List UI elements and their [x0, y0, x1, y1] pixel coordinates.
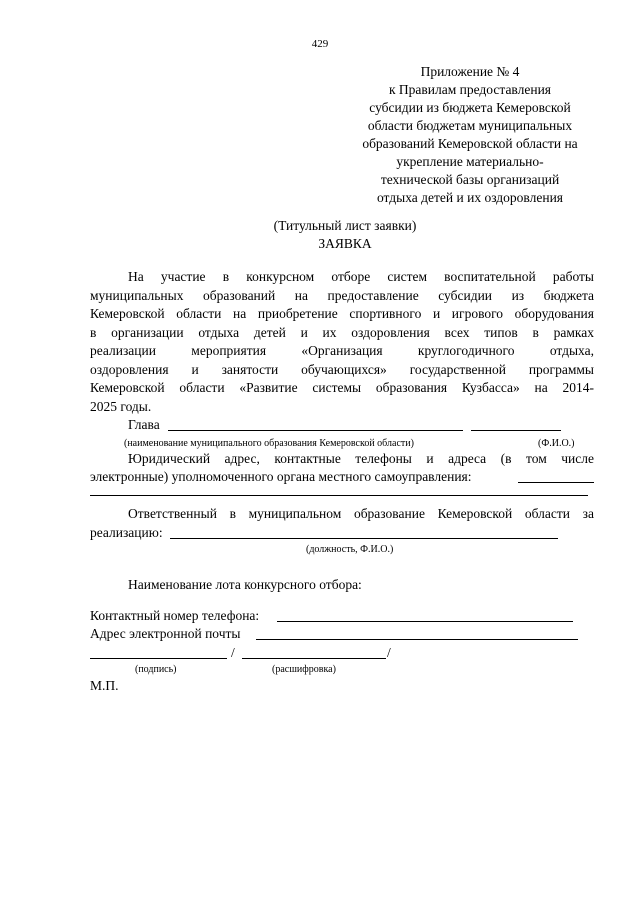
responsible-row [90, 524, 594, 543]
intro-line: оздоровления и занятости обучающихся» государственной программы [90, 361, 594, 377]
appendix-line: Приложение № 4 [420, 64, 520, 79]
stamp-label: М.П. [90, 678, 119, 693]
cover-note: (Титульный лист заявки) [273, 218, 417, 233]
lot-row [90, 576, 594, 595]
signature-row [90, 644, 594, 663]
appendix-line: образований Кемеровской области на [362, 136, 578, 151]
decoding-caption: (расшифровка) [272, 664, 336, 675]
signature-slash: / [231, 644, 235, 660]
appendix-header [340, 63, 600, 207]
intro-line: реализации мероприятия «Организация круглогодичного отдыха, [90, 343, 594, 358]
application-body [90, 268, 594, 696]
municipality-name-caption: (наименование муниципального образования Кемеровской области) [124, 437, 414, 449]
municipality-name-field[interactable] [168, 430, 463, 431]
lot-name-label: Наименование лота конкурсного отбора: [128, 577, 362, 592]
head-fio-field[interactable] [471, 430, 561, 431]
intro-line: Кемеровской области «Развитие системы образования Кузбасса» на 2014- [90, 380, 594, 395]
address-row-2 [90, 487, 594, 506]
responsible-label: реализацию: [90, 524, 163, 540]
head-caption-row [90, 435, 594, 450]
signature-decoding-field[interactable] [242, 658, 386, 659]
appendix-line: укрепление материально- [396, 154, 544, 169]
email-field[interactable] [256, 639, 578, 640]
appendix-line: к Правилам предоставления [388, 82, 552, 97]
intro-line: в организации отдыха детей и их оздоровления всех типов в рамках [90, 324, 594, 340]
document-title: ЗАЯВКА [318, 236, 372, 251]
head-row [90, 416, 594, 435]
intro-line: 2025 годы. [90, 398, 152, 414]
signature-field[interactable] [90, 658, 227, 659]
phone-row [90, 607, 594, 626]
head-fio-caption: (Ф.И.О.) [538, 437, 575, 449]
email-label: Адрес электронной почты [90, 626, 241, 641]
address-row [90, 468, 594, 487]
signature-caption-row [90, 662, 594, 677]
appendix-line: субсидии из бюджета Кемеровской [369, 100, 571, 115]
responsible-caption: (должность, Ф.И.О.) [306, 544, 394, 555]
appendix-line: отдыха детей и их оздоровления [376, 190, 563, 205]
address-line: Юридический адрес, контактные телефоны и адреса (в том числе [128, 450, 594, 466]
responsible-field[interactable] [170, 538, 558, 539]
appendix-line: области бюджетам муниципальных [367, 118, 573, 133]
responsible-caption-row [90, 542, 594, 557]
signature-slash: / [387, 644, 391, 660]
responsible-line: Ответственный в муниципальном образование Кемеровской области за [128, 506, 594, 521]
stamp-row [90, 677, 594, 696]
intro-line: муниципальных образований на предоставление субсидии из бюджета [90, 287, 594, 303]
address-field[interactable] [518, 482, 594, 483]
signature-caption: (подпись) [135, 664, 177, 675]
email-row [90, 625, 594, 644]
appendix-line: технической базы организаций [380, 172, 560, 187]
cover-block [0, 217, 640, 253]
intro-line: Кемеровской области на приобретение спортивного и игрового оборудования [90, 306, 594, 321]
address-line: электронные) уполномоченного органа местного самоуправления: [90, 469, 472, 484]
page-number: 429 [311, 38, 329, 50]
intro-line: На участие в конкурсном отборе систем воспитательной работы [128, 269, 594, 284]
head-label: Глава [128, 417, 160, 432]
phone-field[interactable] [277, 621, 573, 622]
address-field-continued[interactable] [90, 495, 588, 496]
phone-label: Контактный номер телефона: [90, 607, 260, 623]
